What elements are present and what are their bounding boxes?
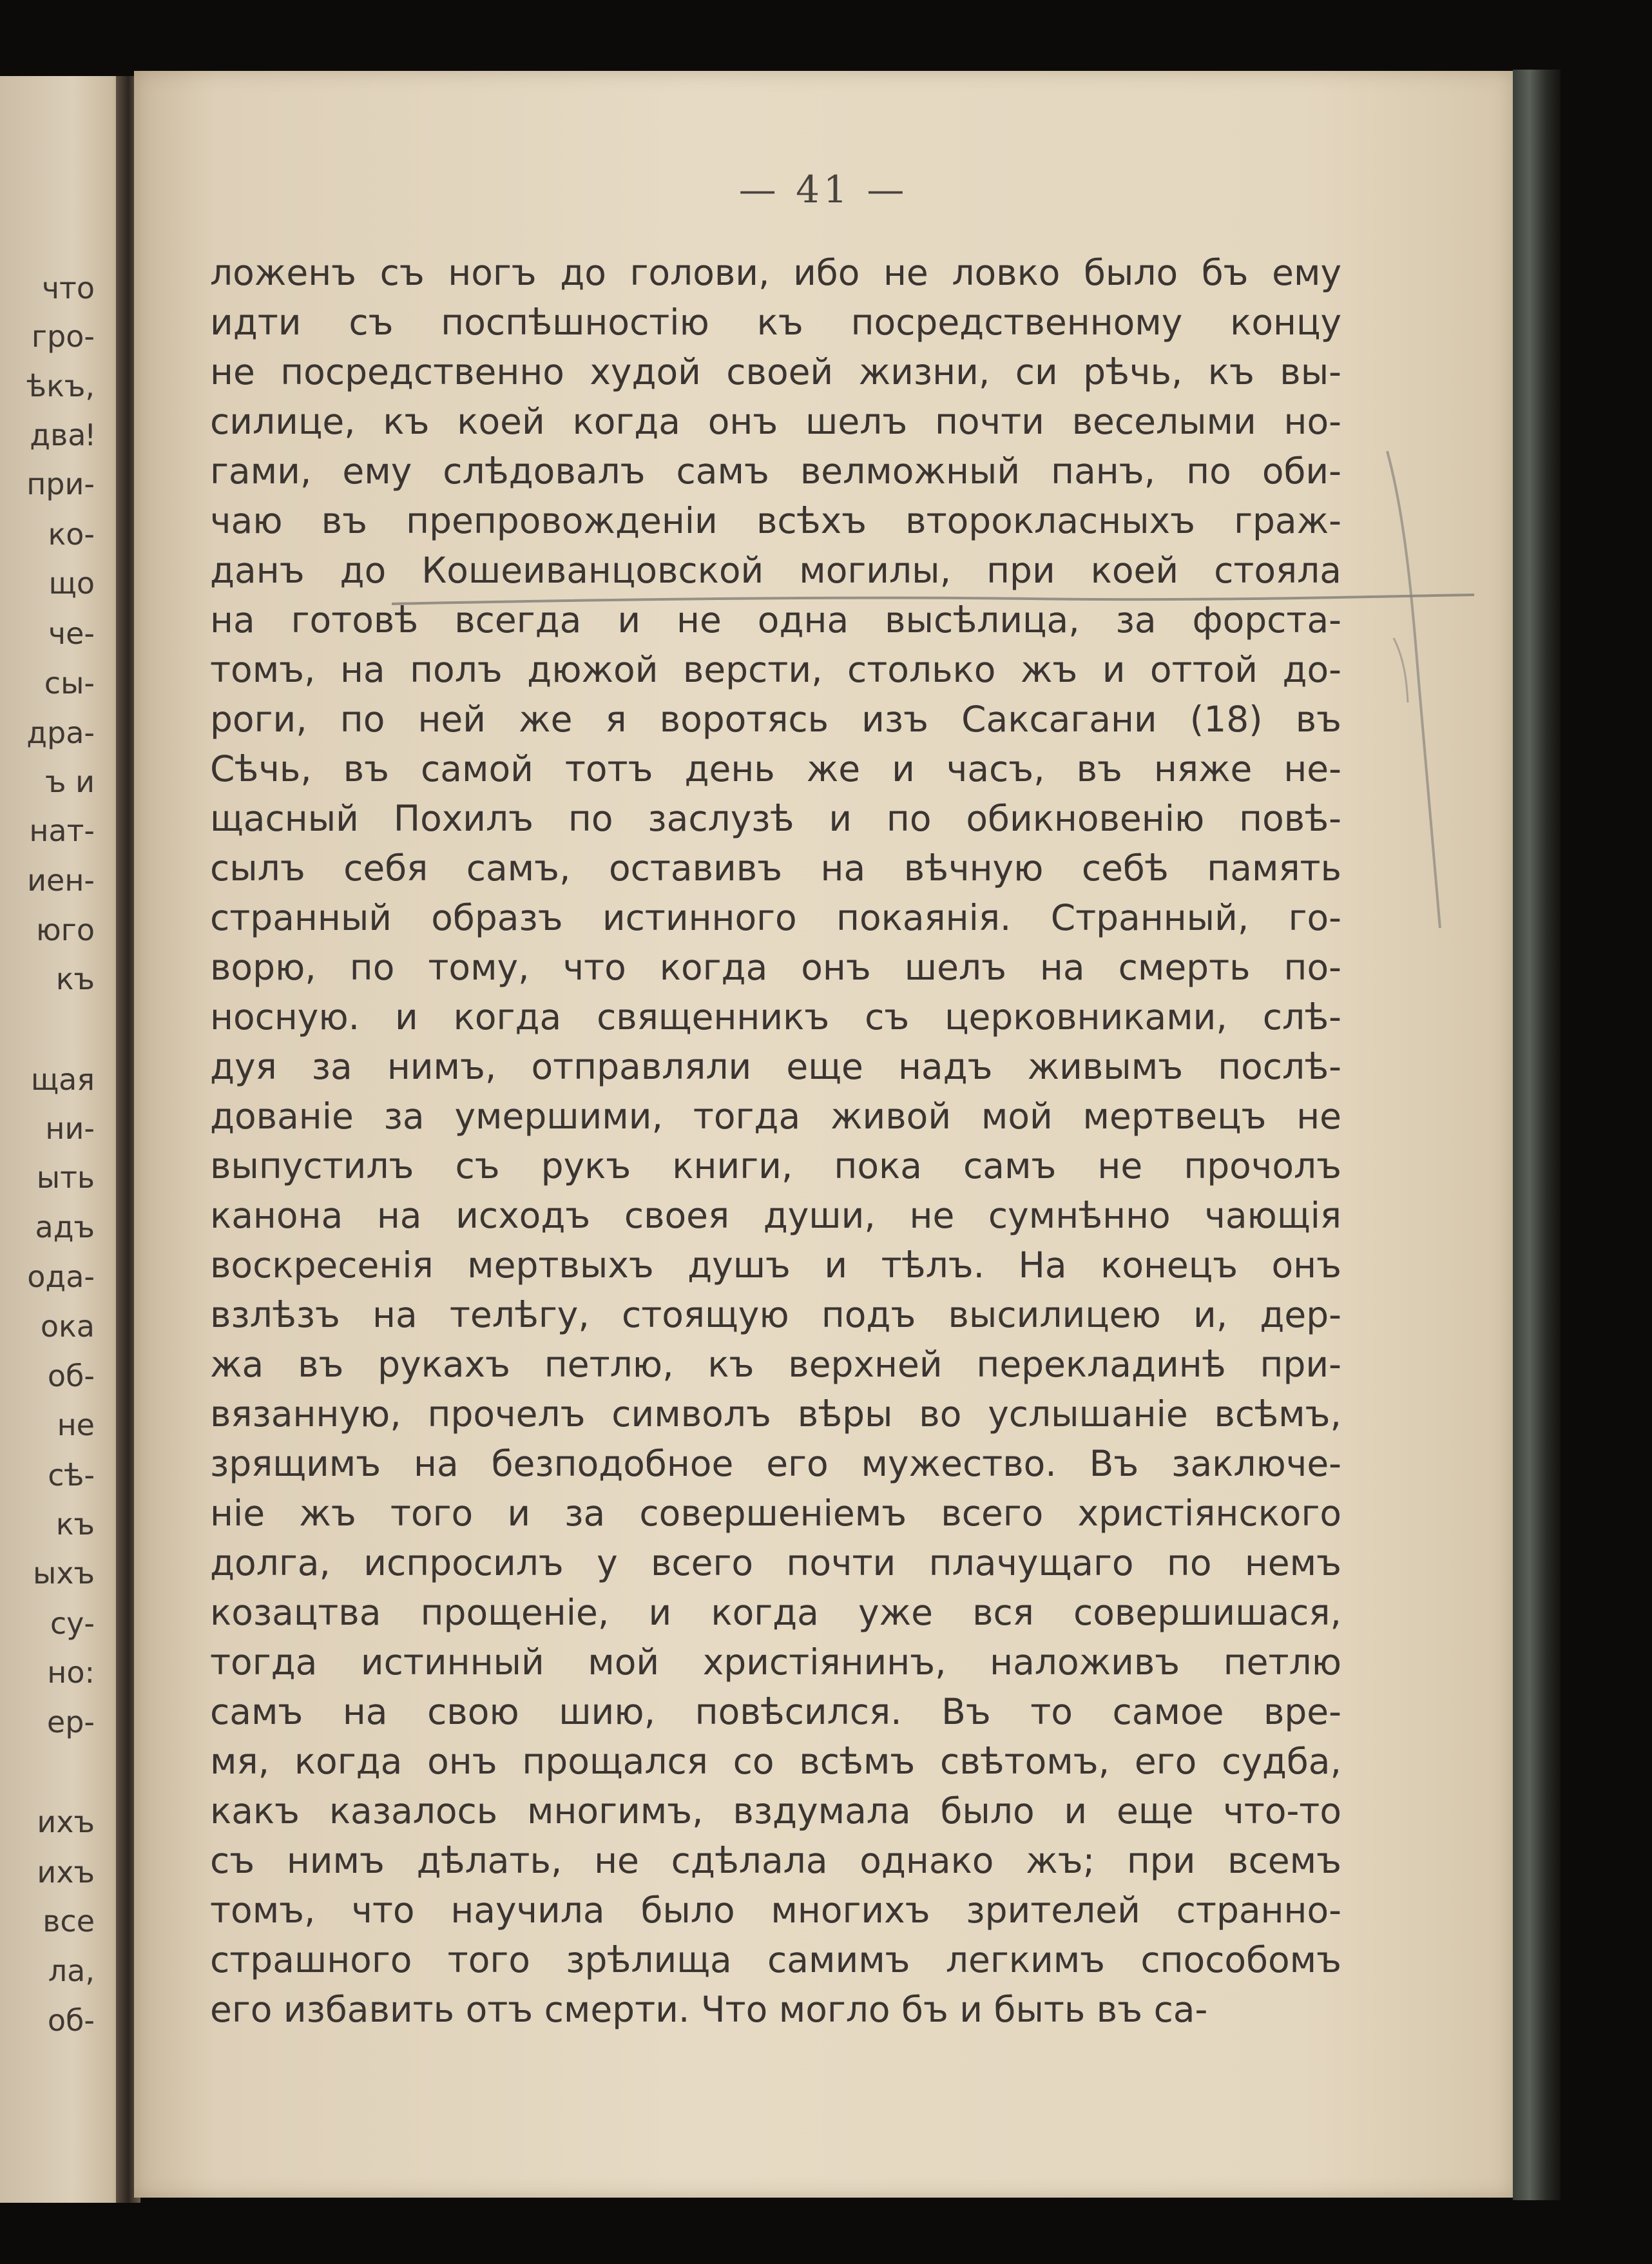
text-line: Сѣчь, въ самой тотъ день же и часъ, въ няже не-	[210, 748, 1341, 789]
left-page-line: юго	[35, 913, 95, 947]
left-page-line: що	[48, 566, 95, 601]
text-line: сылъ себя самъ, оставивъ на вѣчную себѣ память	[210, 847, 1341, 889]
left-page-line: ла,	[48, 1953, 95, 1988]
text-line: дованіе за умершими, тогда живой мой мертвецъ не	[210, 1096, 1341, 1137]
text-line: чаю въ препровожденіи всѣхъ второкласныхъ граж-	[210, 500, 1341, 541]
left-page	[0, 76, 132, 2203]
text-line: самъ на свою шию, повѣсился. Въ то самое вре-	[210, 1691, 1341, 1732]
text-line: взлѣзъ на телѣгу, стоящую подъ высилицею и, дер-	[210, 1294, 1341, 1335]
left-page-line: ока	[40, 1309, 95, 1344]
page-number: — 41 —	[738, 168, 908, 211]
left-page-line: дваǃ	[30, 418, 95, 452]
text-line: съ нимъ дѣлать, не сдѣлала однако жъ; при всемъ	[210, 1840, 1341, 1881]
text-line: томъ, что научила было многихъ зрителей странно-	[210, 1890, 1341, 1931]
body-text	[210, 248, 1341, 2035]
left-page-line: къ	[55, 962, 95, 996]
text-line: долга, испросилъ у всего почти плачущаго по немъ	[210, 1542, 1341, 1583]
text-line: тогда истинный мой христіянинъ, наложивъ петлю	[210, 1641, 1341, 1683]
left-page-line: об-	[47, 1359, 95, 1393]
text-line: страшного того зрѣлища самимъ легкимъ способомъ	[210, 1939, 1341, 1980]
text-line: носную. и когда священникъ съ церковниками, слѣ-	[210, 996, 1341, 1038]
left-page-line: ко-	[48, 517, 95, 552]
left-page-line: не	[57, 1408, 95, 1442]
left-page-line: че-	[48, 616, 95, 651]
text-line: на готовѣ всегда и не одна высѣлица, за форста-	[210, 599, 1341, 641]
text-line: ворю, по тому, что когда онъ шелъ на смерть по-	[210, 947, 1341, 988]
text-line: мя, когда онъ прощался со всѣмъ свѣтомъ, его судба,	[210, 1741, 1341, 1782]
text-line: ложенъ съ ногъ до голови, ибо не ловко было бъ ему	[210, 252, 1341, 293]
text-line: канона на исходъ своея души, не сумнѣнно чающія	[210, 1195, 1341, 1236]
text-line: какъ казалось многимъ, вздумала было и еще что-то	[210, 1790, 1341, 1832]
left-page-line: но:	[47, 1655, 95, 1690]
text-line: козацтва прощеніе, и когда уже вся совершишася,	[210, 1592, 1341, 1633]
left-page-line: ъ и	[44, 764, 95, 799]
left-page-line: ер-	[46, 1705, 95, 1739]
left-page-line: все	[43, 1904, 95, 1939]
left-page-line: щая	[30, 1062, 95, 1097]
left-page-line: сы-	[44, 666, 95, 701]
left-page-line: об-	[47, 2003, 95, 2038]
text-line: щасный Похилъ по заслузѣ и по обикновенію повѣ-	[210, 798, 1341, 839]
page-stack-edge	[1513, 70, 1561, 2200]
left-page-line: ода-	[27, 1259, 95, 1294]
left-page-line: что	[41, 271, 95, 305]
text-line: жа въ рукахъ петлю, къ верхней перекладинѣ при-	[210, 1344, 1341, 1385]
left-page-line: ихъ	[37, 1804, 95, 1839]
text-line: его избавить отъ смерти. Что могло бъ и быть въ са-	[210, 1989, 1208, 2030]
text-line: не посредственно худой своей жизни, си рѣчь, къ вы-	[210, 351, 1341, 392]
left-page-line: иен-	[27, 863, 95, 898]
left-page-line: ихъ	[37, 1855, 95, 1890]
text-line: дуя за нимъ, отправляли еще надъ живымъ послѣ-	[210, 1046, 1341, 1087]
right-page	[134, 71, 1513, 2198]
text-line: вязанную, прочелъ символъ вѣры во услышаніе всѣмъ,	[210, 1393, 1341, 1435]
text-line: томъ, на полъ дюжой версти, столько жъ и оттой до-	[210, 649, 1341, 690]
text-line: ніе жъ того и за совершеніемъ всего христіянского	[210, 1493, 1341, 1534]
left-page-line: сѣ-	[48, 1458, 95, 1493]
text-line: роги, по ней же я воротясь изъ Саксагани (18) въ	[210, 699, 1341, 740]
text-line: силице, къ коей когда онъ шелъ почти веселыми но-	[210, 401, 1341, 442]
left-page-line: дра-	[26, 715, 95, 750]
left-page-line: адъ	[35, 1210, 95, 1244]
text-line: выпустилъ съ рукъ книги, пока самъ не прочолъ	[210, 1145, 1341, 1186]
left-page-line: гро-	[31, 319, 95, 354]
pencil-margin-line	[1368, 445, 1471, 934]
left-page-line: нат-	[29, 813, 95, 848]
text-line: зрящимъ на безподобное его мужество. Въ заключе-	[210, 1443, 1341, 1484]
left-page-line: ѣкъ,	[26, 369, 95, 403]
left-page-line: къ	[55, 1507, 95, 1542]
left-page-line: ыть	[36, 1160, 95, 1195]
text-line: идти съ поспѣшностію къ посредственному концу	[210, 302, 1341, 343]
left-page-line: при-	[26, 467, 95, 501]
text-line: данъ до Кошеиванцовской могилы, при коей стояла	[210, 550, 1341, 591]
left-page-line: су-	[50, 1606, 95, 1641]
text-line: странный образъ истинного покаянія. Странный, го-	[210, 897, 1341, 938]
text-line: гами, ему слѣдовалъ самъ велможный панъ, по оби-	[210, 450, 1341, 492]
left-page-line: ыхъ	[32, 1556, 95, 1591]
left-page-line: ни-	[45, 1111, 95, 1146]
text-line: воскресенія мертвыхъ душъ и тѣлъ. На конецъ онъ	[210, 1244, 1341, 1286]
